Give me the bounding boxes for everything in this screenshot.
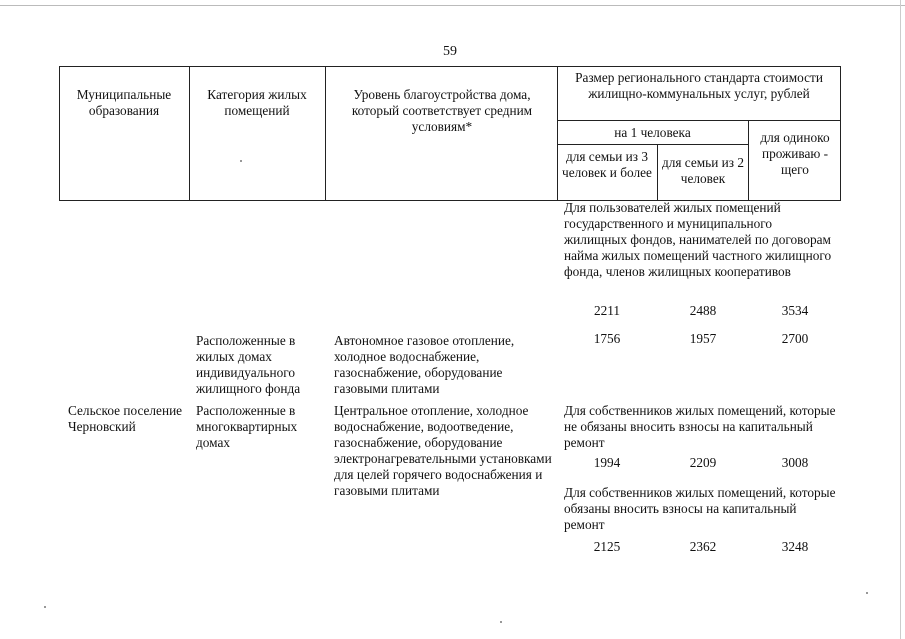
- page-edge-right: [900, 0, 901, 639]
- value-single: 3534: [781, 303, 809, 318]
- value-family3: 2125: [593, 539, 621, 554]
- level-individual: Автономное газовое отопление, холодное водоснабжение, газоснабжение, оборудование газовыми плитами: [334, 333, 515, 396]
- value-single: 3248: [781, 539, 809, 554]
- value-family2: 1957: [689, 331, 717, 346]
- value-family2: 2488: [689, 303, 717, 318]
- header-per-person: на 1 человека: [614, 125, 691, 140]
- header-single: для одиноко проживаю - щего: [760, 130, 830, 177]
- header-municipal: Муниципальные образования: [76, 87, 172, 118]
- group-label-owners-no-repair: Для собственников жилых помещений, которые не обязаны вносить взносы на капитальный ремонт: [564, 403, 836, 450]
- header-category: Категория жилых помещений: [207, 87, 307, 118]
- category-individual: Расположенные в жилых домах индивидуального жилищного фонда: [196, 333, 301, 396]
- municipality-name: Сельское поселение Черновский: [68, 403, 183, 434]
- scan-speck: [866, 592, 868, 594]
- group-label-users: Для пользователей жилых помещений государственного и муниципального жилищных фондов, нанимателей по договорам найма жилых помещений частного жилищного фонда, членов жилищных кооперативов: [564, 200, 832, 279]
- value-family2: 2362: [689, 539, 717, 554]
- header-size: Размер регионального стандарта стоимости жилищно-коммунальных услуг, рублей: [575, 70, 823, 101]
- value-single: 2700: [781, 331, 809, 346]
- value-family3: 1994: [593, 455, 621, 470]
- value-single: 3008: [781, 455, 809, 470]
- value-family2: 2209: [689, 455, 717, 470]
- scan-speck: [240, 160, 242, 162]
- scan-speck: [500, 621, 502, 623]
- group-label-owners-repair: Для собственников жилых помещений, которые обязаны вносить взносы на капитальный ремонт: [564, 485, 836, 532]
- page-number: 59: [443, 44, 457, 59]
- page-edge-top: [0, 5, 905, 6]
- category-apartment: Расположенные в многоквартирных домах: [196, 403, 298, 450]
- scan-speck: [44, 606, 46, 608]
- level-apartment: Центральное отопление, холодное водоснабжение, водоотведение, газоснабжение, оборудование электронагревательными установками для целей горячего водоснабжения и газовыми плитами: [334, 403, 552, 498]
- header-family-2: для семьи из 2 человек: [661, 155, 745, 186]
- value-family3: 2211: [593, 303, 621, 318]
- header-family-3: для семьи из 3 человек и более: [562, 149, 652, 180]
- header-level: Уровень благоустройства дома, который соответствует средним условиям*: [351, 87, 533, 134]
- value-family3: 1756: [593, 331, 621, 346]
